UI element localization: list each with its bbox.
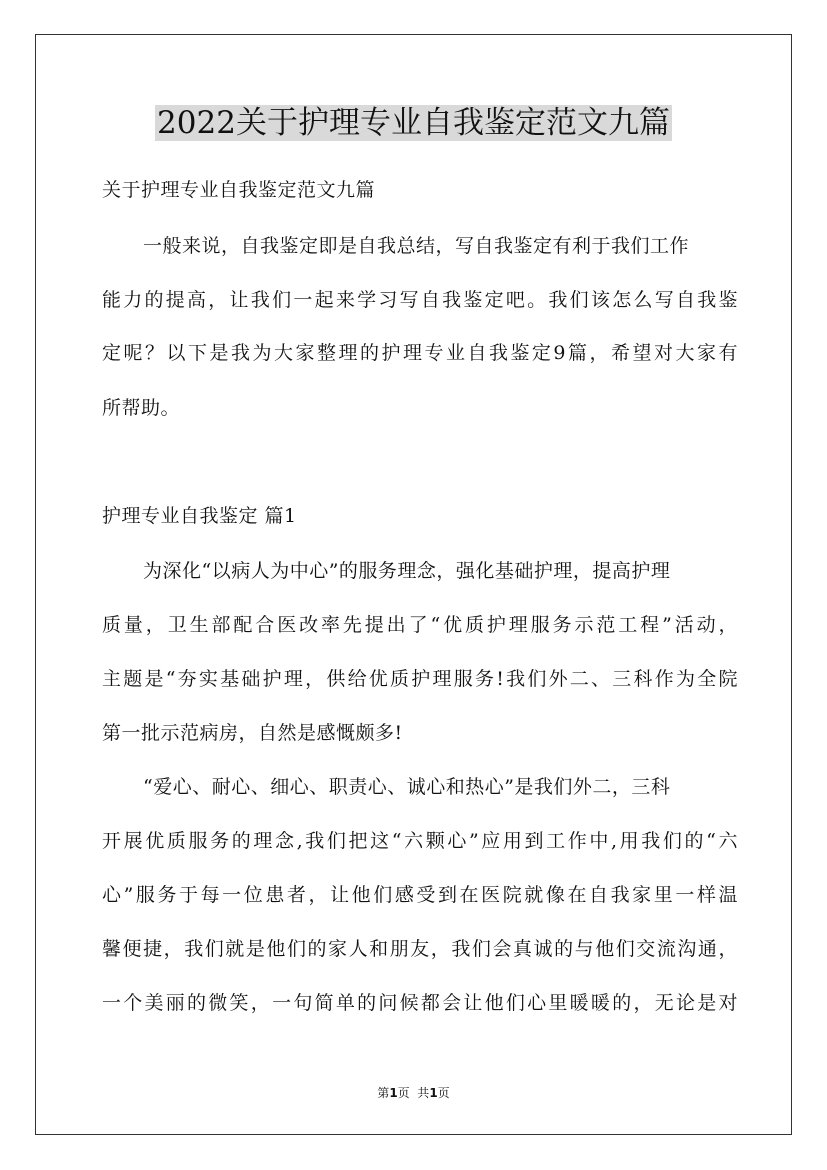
- paragraph-line: 一般来说，自我鉴定即是自我总结，写自我鉴定有利于我们工作: [143, 235, 690, 257]
- paragraph-line: 馨便捷，我们就是他们的家人和朋友，我们会真诚的与他们交流沟通，: [102, 938, 738, 960]
- paragraph-line: 一个美丽的微笑，一句简单的问候都会让他们心里暖暖的，无论是对: [102, 992, 738, 1014]
- paragraph-line: 质量，卫生部配合医改率先提出了“优质护理服务示范工程”活动，: [102, 614, 738, 636]
- paragraph-line: 定呢？以下是我为大家整理的护理专业自我鉴定9篇，希望对大家有: [102, 342, 738, 364]
- subtitle-line: 关于护理专业自我鉴定范文九篇: [102, 179, 376, 201]
- page-footer: [0, 1085, 827, 1101]
- paragraph-line: 为深化“以病人为中心”的服务理念，强化基础护理，提高护理: [143, 560, 671, 582]
- paragraph-line: 开展优质服务的理念,我们把这“六颗心”应用到工作中,用我们的“六: [102, 830, 738, 852]
- page-current: 1: [389, 1086, 398, 1100]
- paragraph-line: 主题是“夯实基础护理，供给优质护理服务!我们外二、三科作为全院: [102, 668, 738, 690]
- paragraph-line: 所帮助。: [102, 397, 181, 419]
- paragraph-line: “爱心、耐心、细心、职责心、诚心和热心”是我们外二，三科: [143, 776, 671, 798]
- paragraph-line: 能力的提高，让我们一起来学习写自我鉴定吧。我们该怎么写自我鉴: [102, 289, 738, 311]
- paragraph-line: 心”服务于每一位患者，让他们感受到在医院就像在自我家里一样温: [102, 884, 738, 906]
- page-total: 1: [429, 1086, 438, 1100]
- page-label-mid: 页 共: [397, 1086, 430, 1100]
- paragraph-line: 第一批示范病房，自然是感慨颇多!: [102, 722, 403, 744]
- page-label-prefix: 第: [377, 1086, 390, 1100]
- document-title: 2022关于护理专业自我鉴定范文九篇: [157, 105, 670, 141]
- page-label-suffix: 页: [437, 1086, 450, 1100]
- section-heading: 护理专业自我鉴定 篇1: [102, 505, 297, 527]
